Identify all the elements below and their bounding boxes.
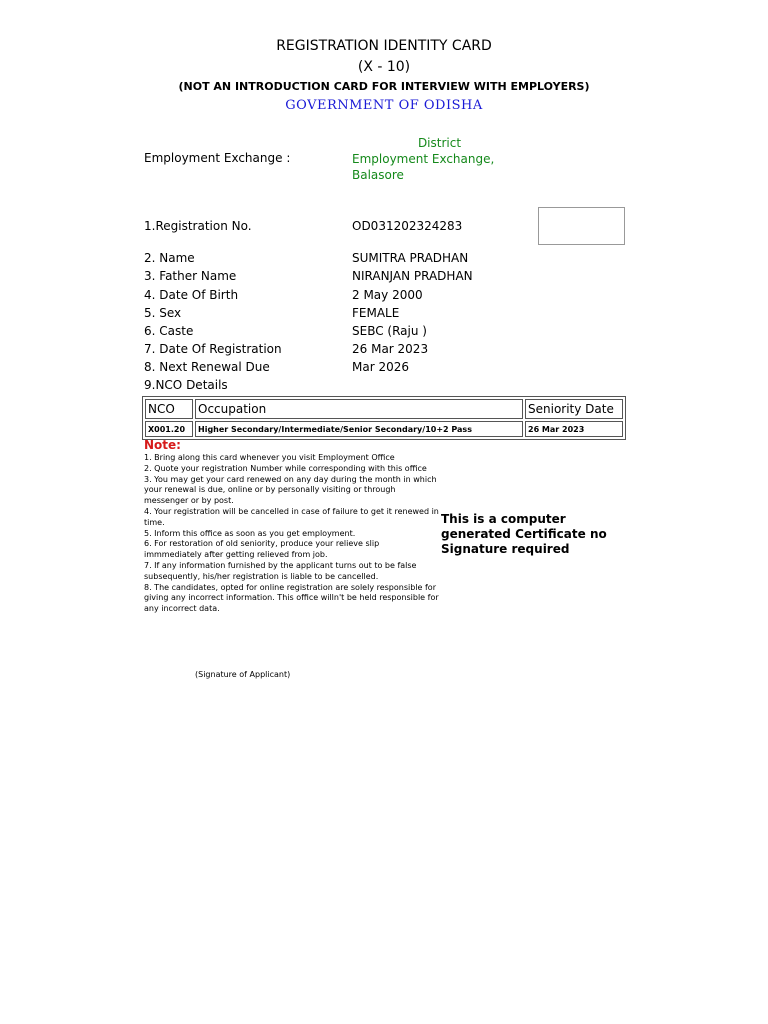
list-item: 6. For restoration of old seniority, produce your relieve slip immmediately after getting relieved from job. [144, 539, 380, 560]
card-subtitle: (NOT AN INTRODUCTION CARD FOR INTERVIEW WITH EMPLOYERS) [178, 80, 590, 93]
field-value-father-name: NIRANJAN PRADHAN [352, 269, 473, 283]
field-label-registration-no: 1.Registration No. [144, 219, 252, 233]
list-item: 1. Bring along this card whenever you visit Employment Office [144, 453, 395, 462]
field-value-renewal-due: Mar 2026 [352, 360, 409, 374]
exchange-office-line2: Employment Exchange, [352, 152, 495, 166]
field-value-dob: 2 May 2000 [352, 288, 423, 302]
field-label-registration-date: 7. Date Of Registration [144, 342, 282, 356]
signature-label: (Signature of Applicant) [195, 670, 291, 679]
notes-list [144, 453, 439, 615]
card-title: REGISTRATION IDENTITY CARD [276, 38, 492, 54]
table-row [145, 421, 623, 437]
field-label-dob: 4. Date Of Birth [144, 288, 239, 302]
nco-table [142, 396, 626, 440]
nco-cell-occupation: Higher Secondary/Intermediate/Senior Secondary/10+2 Pass [195, 421, 523, 437]
list-item: 3. You may get your card renewed on any day during the month in which your renewal is due, online or by personally visiting or through messenger or by post. [144, 474, 437, 506]
field-value-name: SUMITRA PRADHAN [352, 251, 469, 265]
list-item: 2. Quote your registration Number while corresponding with this office [144, 463, 427, 473]
field-label-renewal-due: 8. Next Renewal Due [144, 360, 270, 374]
list-item: 5. Inform this office as soon as you get employment. [144, 528, 356, 538]
nco-cell-seniority-date: 26 Mar 2023 [525, 421, 623, 437]
nco-header-occupation: Occupation [195, 399, 523, 419]
computer-generated-note: This is a computer generated Certificate no Signature required [441, 512, 607, 556]
field-label-father-name: 3. Father Name [144, 269, 237, 283]
nco-cell-code: X001.20 [145, 421, 193, 437]
exchange-office [352, 135, 527, 183]
photo-box [538, 207, 625, 245]
field-value-registration-date: 26 Mar 2023 [352, 342, 429, 356]
field-value-registration-no: OD031202324283 [352, 219, 463, 233]
exchange-office-line1: District [417, 136, 462, 150]
field-label-nco-details: 9.NCO Details [144, 378, 228, 392]
exchange-office-line3: Balasore [352, 168, 404, 182]
nco-table-header [145, 399, 623, 419]
government-heading: GOVERNMENT OF ODISHA [285, 98, 483, 113]
field-label-name: 2. Name [144, 251, 195, 265]
field-label-sex: 5. Sex [144, 306, 182, 320]
field-value-sex: FEMALE [352, 306, 400, 320]
nco-header-seniority-date: Seniority Date [525, 399, 623, 419]
list-item: 8. The candidates, opted for online registration are solely responsible for giving any incorrect information. This office willn't be held responsible for any incorrect data. [144, 582, 439, 614]
list-item: 7. If any information furnished by the applicant turns out to be false subsequently, his/her registration is liable to be cancelled. [144, 560, 417, 581]
field-value-caste: SEBC (Raju ) [352, 324, 427, 338]
list-item: 4. Your registration will be cancelled in case of failure to get it renewed in time. [144, 506, 439, 527]
nco-header-nco: NCO [145, 399, 193, 419]
note-title: Note: [144, 438, 181, 452]
exchange-label: Employment Exchange : [144, 151, 291, 165]
card-code: (X - 10) [357, 59, 411, 75]
field-label-caste: 6. Caste [144, 324, 194, 338]
